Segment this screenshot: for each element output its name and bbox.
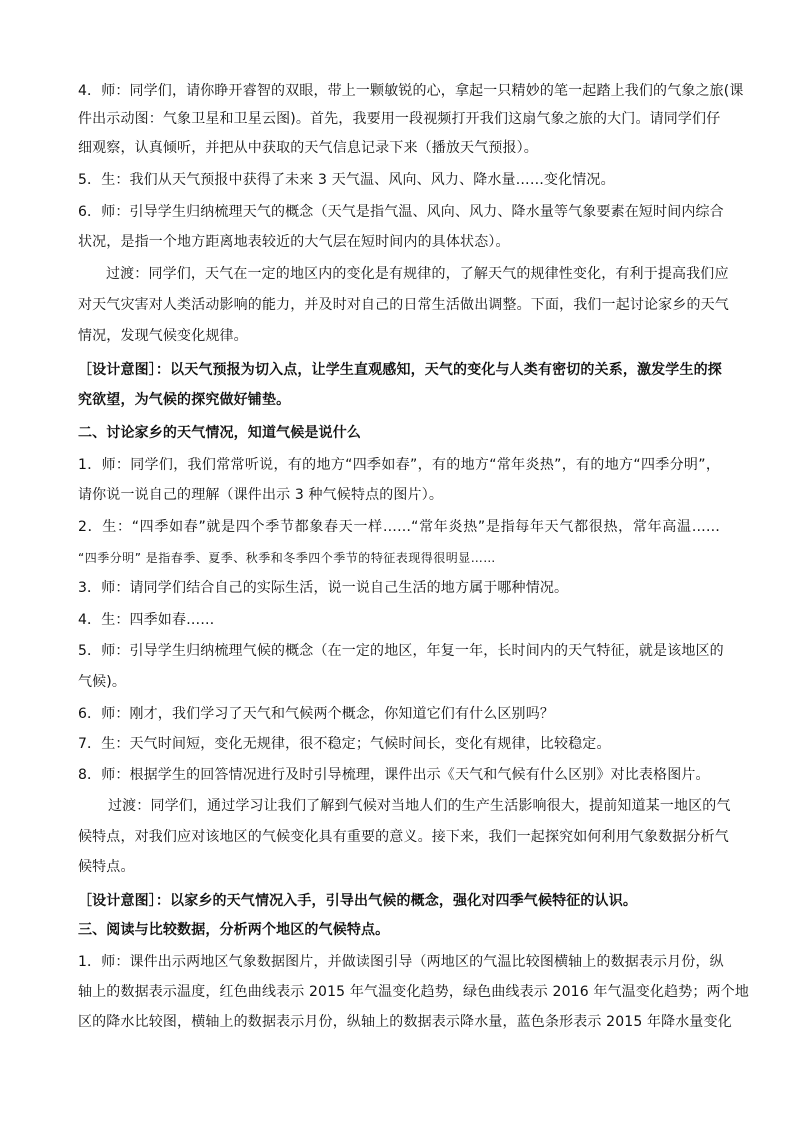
paragraph-line: 8．师：根据学生的回答情况进行及时引导梳理，课件出示《天气和气候有什么区别》对比表格图片。 [78,767,710,783]
paragraph-line: 候特点，对我们应对该地区的气候变化具有重要的意义。接下来，我们一起探究如何利用气象数据分析气 [78,829,729,845]
paragraph-line: “四季分明” 是指春季、夏季、秋季和冬季四个季节的特征表现得很明显…… [78,551,496,565]
paragraph-line: 细观察，认真倾听，并把从中获取的天气信息记录下来（播放天气预报）。 [78,140,538,156]
paragraph-line: 请你说一说自己的理解（课件出示 3 种气候特点的图片）。 [78,487,444,503]
paragraph-line: 气候)。 [78,674,127,690]
paragraph-line: 区的降水比较图，横轴上的数据表示月份，纵轴上的数据表示降水量，蓝色条形表示 2015 年降水量变化 [78,1014,732,1030]
paragraph-line: 对天气灾害对人类活动影响的能力，并及时对自己的日常生活做出调整。下面，我们一起讨论家乡的天气 [78,297,729,313]
paragraph-line: 6．师：刚才，我们学习了天气和气候两个概念，你知道它们有什么区别吗？ [78,706,555,722]
paragraph-line: 轴上的数据表示温度，红色曲线表示 2015 年气温变化趋势，绿色曲线表示 2016 年气温变化趋势；两个地 [78,984,750,1000]
transition-line: 过渡：同学们，天气在一定的地区内的变化是有规律的，了解天气的规律性变化，有利于提高我们应 [106,266,729,282]
paragraph-line: 3．师：请同学们结合自己的实际生活，说一说自己生活的地方属于哪种情况。 [78,580,569,596]
paragraph-line: 件出示动图：气象卫星和卫星云图)。首先，我要用一段视频打开我们这扇气象之旅的大门。请同学们仔 [78,111,721,127]
paragraph-line: 2．生：“四季如春”就是四个季节都象春天一样……“常年炎热”是指每年天气都很热，常年高温…… [78,519,720,535]
paragraph-line: 1．师：课件出示两地区气象数据图片，并做读图引导（两地区的气温比较图横轴上的数据表示月份，纵 [78,954,724,970]
paragraph-line: 1．师：同学们，我们常常听说，有的地方“四季如春”，有的地方“常年炎热”，有的地方“四季分明”， [78,457,720,473]
design-intent-line: 究欲望，为气候的探究做好铺垫。 [78,392,291,408]
paragraph-line: 4．生：四季如春…… [78,612,215,628]
paragraph-line: 状况，是指一个地方距离地表较近的大气层在短时间内的具体状态）。 [78,234,510,250]
paragraph-line: 6．师：引导学生归纳梳理天气的概念（天气是指气温、风向、风力、降水量等气象要素在短时间内综合 [78,204,724,220]
section-heading: 二、讨论家乡的天气情况，知道气候是说什么 [78,425,361,441]
transition-line: 过渡：同学们，通过学习让我们了解到气候对当地人们的生产生活影响很大，提前知道某一地区的气 [108,798,731,814]
paragraph-line: 候特点。 [78,859,135,875]
paragraph-line: 5．生：我们从天气预报中获得了未来 3 天气温、风向、风力、降水量……变化情况。 [78,172,615,188]
paragraph-line: 情况，发现气候变化规律。 [78,328,248,344]
design-intent-line: ［设计意图］：以家乡的天气情况入手，引导出气候的概念，强化对四季气候特征的认识。 [78,893,637,909]
paragraph-line: 4．师：同学们，请你睁开睿智的双眼，带上一颗敏锐的心，拿起一只精妙的笔一起踏上我们的气象之旅(课 [78,83,744,99]
paragraph-line: 7．生：天气时间短，变化无规律，很不稳定；气候时间长，变化有规律，比较稳定。 [78,736,611,752]
design-intent-line: ［设计意图］：以天气预报为切入点，让学生直观感知，天气的变化与人类有密切的关系，激发学生的探 [78,362,722,378]
paragraph-line: 5．师：引导学生归纳梳理气候的概念（在一定的地区，年复一年，长时间内的天气特征，就是该地区的 [78,643,724,659]
section-heading: 三、阅读与比较数据，分析两个地区的气候特点。 [78,922,390,938]
